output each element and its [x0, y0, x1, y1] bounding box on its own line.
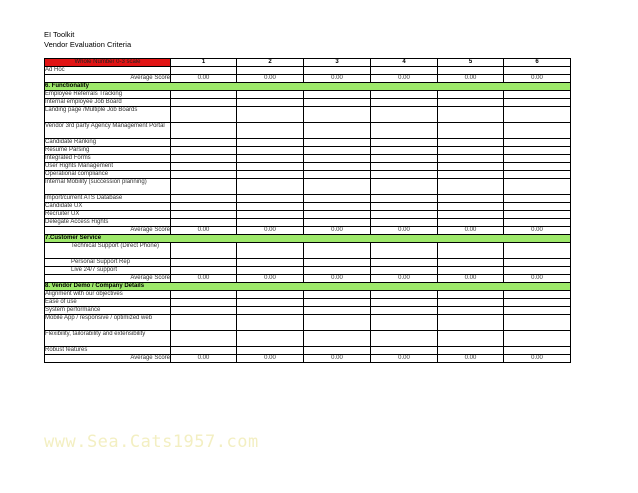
criterion-label: Employee Referrals Tracking [45, 91, 171, 99]
score-cell[interactable] [504, 99, 571, 107]
score-cell[interactable] [237, 155, 304, 163]
criterion-label: Candidate Ranking [45, 139, 171, 147]
average-value: 0.00 [371, 227, 438, 235]
score-cell[interactable] [438, 291, 504, 299]
score-cell[interactable] [438, 171, 504, 179]
score-cell[interactable] [304, 195, 371, 203]
average-value: 0.00 [171, 275, 237, 283]
table-row [45, 299, 571, 307]
average-value: 0.00 [171, 75, 237, 83]
score-cell[interactable] [171, 107, 237, 123]
score-cell[interactable] [171, 91, 237, 99]
score-cell[interactable] [438, 179, 504, 195]
criterion-label: Recruiter UX [45, 211, 171, 219]
score-cell[interactable] [504, 347, 571, 355]
score-cell[interactable] [304, 331, 371, 347]
score-cell[interactable] [237, 139, 304, 147]
score-cell[interactable] [504, 123, 571, 139]
score-cell[interactable] [171, 195, 237, 203]
score-cell[interactable] [237, 315, 304, 331]
score-cell[interactable] [504, 163, 571, 171]
score-cell[interactable] [371, 267, 438, 275]
score-cell[interactable] [304, 179, 371, 195]
score-cell[interactable] [371, 347, 438, 355]
document-title: EI Toolkit [44, 30, 75, 39]
table-row [45, 267, 571, 275]
score-cell[interactable] [504, 203, 571, 211]
score-cell[interactable] [438, 219, 504, 227]
score-cell[interactable] [504, 155, 571, 163]
average-value: 0.00 [504, 275, 571, 283]
score-cell[interactable] [371, 299, 438, 307]
score-cell[interactable] [237, 267, 304, 275]
criterion-label: Ease of use [45, 299, 171, 307]
average-value: 0.00 [304, 355, 371, 363]
average-value: 0.00 [438, 75, 504, 83]
score-cell[interactable] [237, 347, 304, 355]
score-cell[interactable] [171, 331, 237, 347]
criterion-label: Integrated Forms [45, 155, 171, 163]
score-cell[interactable] [171, 219, 237, 227]
score-cell[interactable] [304, 203, 371, 211]
score-cell[interactable] [304, 99, 371, 107]
score-cell[interactable] [371, 315, 438, 331]
score-cell[interactable] [438, 99, 504, 107]
score-cell[interactable] [438, 123, 504, 139]
score-cell[interactable] [438, 299, 504, 307]
score-cell[interactable] [371, 179, 438, 195]
score-cell[interactable] [438, 91, 504, 99]
evaluation-table [44, 58, 571, 363]
criterion-label: Ad Hoc [45, 67, 171, 75]
score-cell[interactable] [304, 107, 371, 123]
score-cell[interactable] [304, 211, 371, 219]
score-cell[interactable] [438, 243, 504, 259]
table-row [45, 331, 571, 347]
table-row [45, 99, 571, 107]
table-row [45, 163, 571, 171]
criterion-label: Delegate Access Rights [45, 219, 171, 227]
average-value: 0.00 [504, 227, 571, 235]
score-cell[interactable] [371, 139, 438, 147]
score-cell[interactable] [504, 259, 571, 267]
score-cell[interactable] [371, 123, 438, 139]
score-cell[interactable] [304, 67, 371, 75]
score-cell[interactable] [504, 171, 571, 179]
table-row [45, 211, 571, 219]
table-row [45, 139, 571, 147]
score-cell[interactable] [171, 139, 237, 147]
score-cell[interactable] [237, 107, 304, 123]
average-row [45, 227, 571, 235]
vendor-3-header: 3 [304, 59, 371, 67]
table-row [45, 179, 571, 195]
score-cell[interactable] [504, 331, 571, 347]
score-cell[interactable] [237, 91, 304, 99]
average-row [45, 75, 571, 83]
average-value: 0.00 [371, 275, 438, 283]
score-cell[interactable] [504, 307, 571, 315]
score-cell[interactable] [171, 123, 237, 139]
score-cell[interactable] [504, 91, 571, 99]
score-cell[interactable] [237, 219, 304, 227]
criterion-label: Resume Parsing [45, 147, 171, 155]
header-row [45, 59, 571, 67]
score-cell[interactable] [171, 315, 237, 331]
vendor-2-header: 2 [237, 59, 304, 67]
score-cell[interactable] [171, 307, 237, 315]
score-cell[interactable] [371, 243, 438, 259]
score-cell[interactable] [237, 147, 304, 155]
average-value: 0.00 [504, 355, 571, 363]
criterion-label: Candidate UX [45, 203, 171, 211]
score-cell[interactable] [237, 163, 304, 171]
score-cell[interactable] [504, 67, 571, 75]
average-value: 0.00 [438, 355, 504, 363]
score-cell[interactable] [504, 243, 571, 259]
score-cell[interactable] [438, 195, 504, 203]
average-value: 0.00 [304, 75, 371, 83]
score-cell[interactable] [371, 91, 438, 99]
criterion-label: System performance [45, 307, 171, 315]
section-header-row [45, 283, 571, 291]
score-cell[interactable] [304, 267, 371, 275]
criterion-label: Internal employee Job Board [45, 99, 171, 107]
score-cell[interactable] [371, 291, 438, 299]
score-cell[interactable] [371, 147, 438, 155]
score-cell[interactable] [438, 203, 504, 211]
score-cell[interactable] [504, 195, 571, 203]
score-cell[interactable] [237, 67, 304, 75]
score-cell[interactable] [504, 219, 571, 227]
score-cell[interactable] [371, 107, 438, 123]
score-cell[interactable] [371, 307, 438, 315]
score-cell[interactable] [171, 163, 237, 171]
score-cell[interactable] [438, 347, 504, 355]
score-cell[interactable] [237, 99, 304, 107]
score-cell[interactable] [504, 179, 571, 195]
score-cell[interactable] [237, 203, 304, 211]
score-cell[interactable] [237, 195, 304, 203]
document-subtitle: Vendor Evaluation Criteria [44, 40, 132, 49]
section-title: 6. Functionality [45, 83, 571, 91]
section-title: 7.Customer Service [45, 235, 571, 243]
score-cell[interactable] [371, 331, 438, 347]
criterion-label: User Rights Management [45, 163, 171, 171]
score-cell[interactable] [304, 139, 371, 147]
score-cell[interactable] [371, 259, 438, 267]
score-cell[interactable] [237, 211, 304, 219]
score-cell[interactable] [371, 195, 438, 203]
score-cell[interactable] [504, 139, 571, 147]
score-cell[interactable] [438, 163, 504, 171]
criterion-label: Internal Mobility (succession planning) [45, 179, 171, 195]
score-cell[interactable] [504, 291, 571, 299]
average-row [45, 355, 571, 363]
score-cell[interactable] [171, 203, 237, 211]
score-cell[interactable] [237, 331, 304, 347]
criterion-label: Mobile App / responsive / optimized web [45, 315, 171, 331]
score-cell[interactable] [237, 259, 304, 267]
table-row [45, 123, 571, 139]
criterion-label: Landing page /Multiple Job Boards [45, 107, 171, 123]
criterion-label: Robust features [45, 347, 171, 355]
score-cell[interactable] [371, 155, 438, 163]
score-cell[interactable] [438, 67, 504, 75]
score-cell[interactable] [438, 259, 504, 267]
table-row [45, 307, 571, 315]
table-row [45, 259, 571, 267]
criterion-label: Flexibility, tailorability and extensibility [45, 331, 171, 347]
score-cell[interactable] [504, 315, 571, 331]
score-cell[interactable] [171, 179, 237, 195]
score-cell[interactable] [304, 155, 371, 163]
score-cell[interactable] [304, 291, 371, 299]
score-cell[interactable] [171, 171, 237, 179]
criterion-label: Personal Support Rep [45, 259, 171, 267]
score-cell[interactable] [237, 243, 304, 259]
table-row [45, 67, 571, 75]
score-cell[interactable] [237, 171, 304, 179]
criterion-label: Technical Support (Direct Phone) [45, 243, 171, 259]
average-value: 0.00 [304, 275, 371, 283]
score-cell[interactable] [304, 171, 371, 179]
score-cell[interactable] [171, 99, 237, 107]
table-row [45, 315, 571, 331]
score-cell[interactable] [237, 299, 304, 307]
scale-header: Whole Number 0-3 scale [45, 59, 171, 67]
average-score-label: Average Score [45, 75, 171, 83]
score-cell[interactable] [304, 147, 371, 155]
score-cell[interactable] [504, 299, 571, 307]
score-cell[interactable] [371, 99, 438, 107]
score-cell[interactable] [504, 147, 571, 155]
score-cell[interactable] [371, 163, 438, 171]
score-cell[interactable] [237, 123, 304, 139]
score-cell[interactable] [304, 299, 371, 307]
table-row [45, 155, 571, 163]
table-row [45, 195, 571, 203]
table-row [45, 219, 571, 227]
criterion-label: Operational compliance [45, 171, 171, 179]
score-cell[interactable] [304, 259, 371, 267]
average-value: 0.00 [304, 227, 371, 235]
average-value: 0.00 [438, 227, 504, 235]
vendor-6-header: 6 [504, 59, 571, 67]
score-cell[interactable] [304, 315, 371, 331]
score-cell[interactable] [237, 291, 304, 299]
average-value: 0.00 [171, 355, 237, 363]
score-cell[interactable] [504, 267, 571, 275]
average-value: 0.00 [438, 275, 504, 283]
table-row [45, 243, 571, 259]
average-value: 0.00 [237, 75, 304, 83]
score-cell[interactable] [171, 243, 237, 259]
score-cell[interactable] [171, 291, 237, 299]
score-cell[interactable] [438, 147, 504, 155]
score-cell[interactable] [304, 347, 371, 355]
score-cell[interactable] [438, 315, 504, 331]
watermark-text: www.Sea.Cats1957.com [44, 432, 259, 452]
score-cell[interactable] [304, 307, 371, 315]
score-cell[interactable] [438, 155, 504, 163]
table-row [45, 171, 571, 179]
score-cell[interactable] [171, 259, 237, 267]
score-cell[interactable] [371, 219, 438, 227]
criterion-label: Live 24/7 support [45, 267, 171, 275]
table-row [45, 203, 571, 211]
average-row [45, 275, 571, 283]
score-cell[interactable] [438, 107, 504, 123]
vendor-1-header: 1 [171, 59, 237, 67]
score-cell[interactable] [304, 163, 371, 171]
criterion-label: Vendor 3rd party Agency Management Portal [45, 123, 171, 139]
score-cell[interactable] [304, 243, 371, 259]
score-cell[interactable] [504, 107, 571, 123]
table-row [45, 91, 571, 99]
score-cell[interactable] [371, 171, 438, 179]
score-cell[interactable] [171, 299, 237, 307]
vendor-4-header: 4 [371, 59, 438, 67]
vendor-5-header: 5 [438, 59, 504, 67]
average-value: 0.00 [171, 227, 237, 235]
table-row [45, 107, 571, 123]
table-row [45, 147, 571, 155]
score-cell[interactable] [504, 211, 571, 219]
score-cell[interactable] [171, 211, 237, 219]
score-cell[interactable] [304, 219, 371, 227]
average-score-label: Average Score [45, 355, 171, 363]
score-cell[interactable] [304, 91, 371, 99]
table-row [45, 347, 571, 355]
score-cell[interactable] [171, 347, 237, 355]
criterion-label: Import/current ATS Database [45, 195, 171, 203]
score-cell[interactable] [171, 67, 237, 75]
average-value: 0.00 [371, 75, 438, 83]
average-value: 0.00 [237, 275, 304, 283]
section-header-row [45, 235, 571, 243]
table-row [45, 291, 571, 299]
score-cell[interactable] [237, 307, 304, 315]
criterion-label: Alignment with our objectives [45, 291, 171, 299]
score-cell[interactable] [371, 211, 438, 219]
average-value: 0.00 [504, 75, 571, 83]
score-cell[interactable] [438, 139, 504, 147]
score-cell[interactable] [171, 147, 237, 155]
score-cell[interactable] [438, 267, 504, 275]
score-cell[interactable] [371, 67, 438, 75]
score-cell[interactable] [237, 179, 304, 195]
score-cell[interactable] [438, 331, 504, 347]
average-value: 0.00 [237, 355, 304, 363]
score-cell[interactable] [438, 307, 504, 315]
average-value: 0.00 [371, 355, 438, 363]
score-cell[interactable] [171, 267, 237, 275]
score-cell[interactable] [371, 203, 438, 211]
score-cell[interactable] [304, 123, 371, 139]
section-title: 8. Vendor Demo / Company Details [45, 283, 571, 291]
average-value: 0.00 [237, 227, 304, 235]
average-score-label: Average Score [45, 275, 171, 283]
score-cell[interactable] [438, 211, 504, 219]
score-cell[interactable] [171, 155, 237, 163]
section-header-row [45, 83, 571, 91]
average-score-label: Average Score [45, 227, 171, 235]
